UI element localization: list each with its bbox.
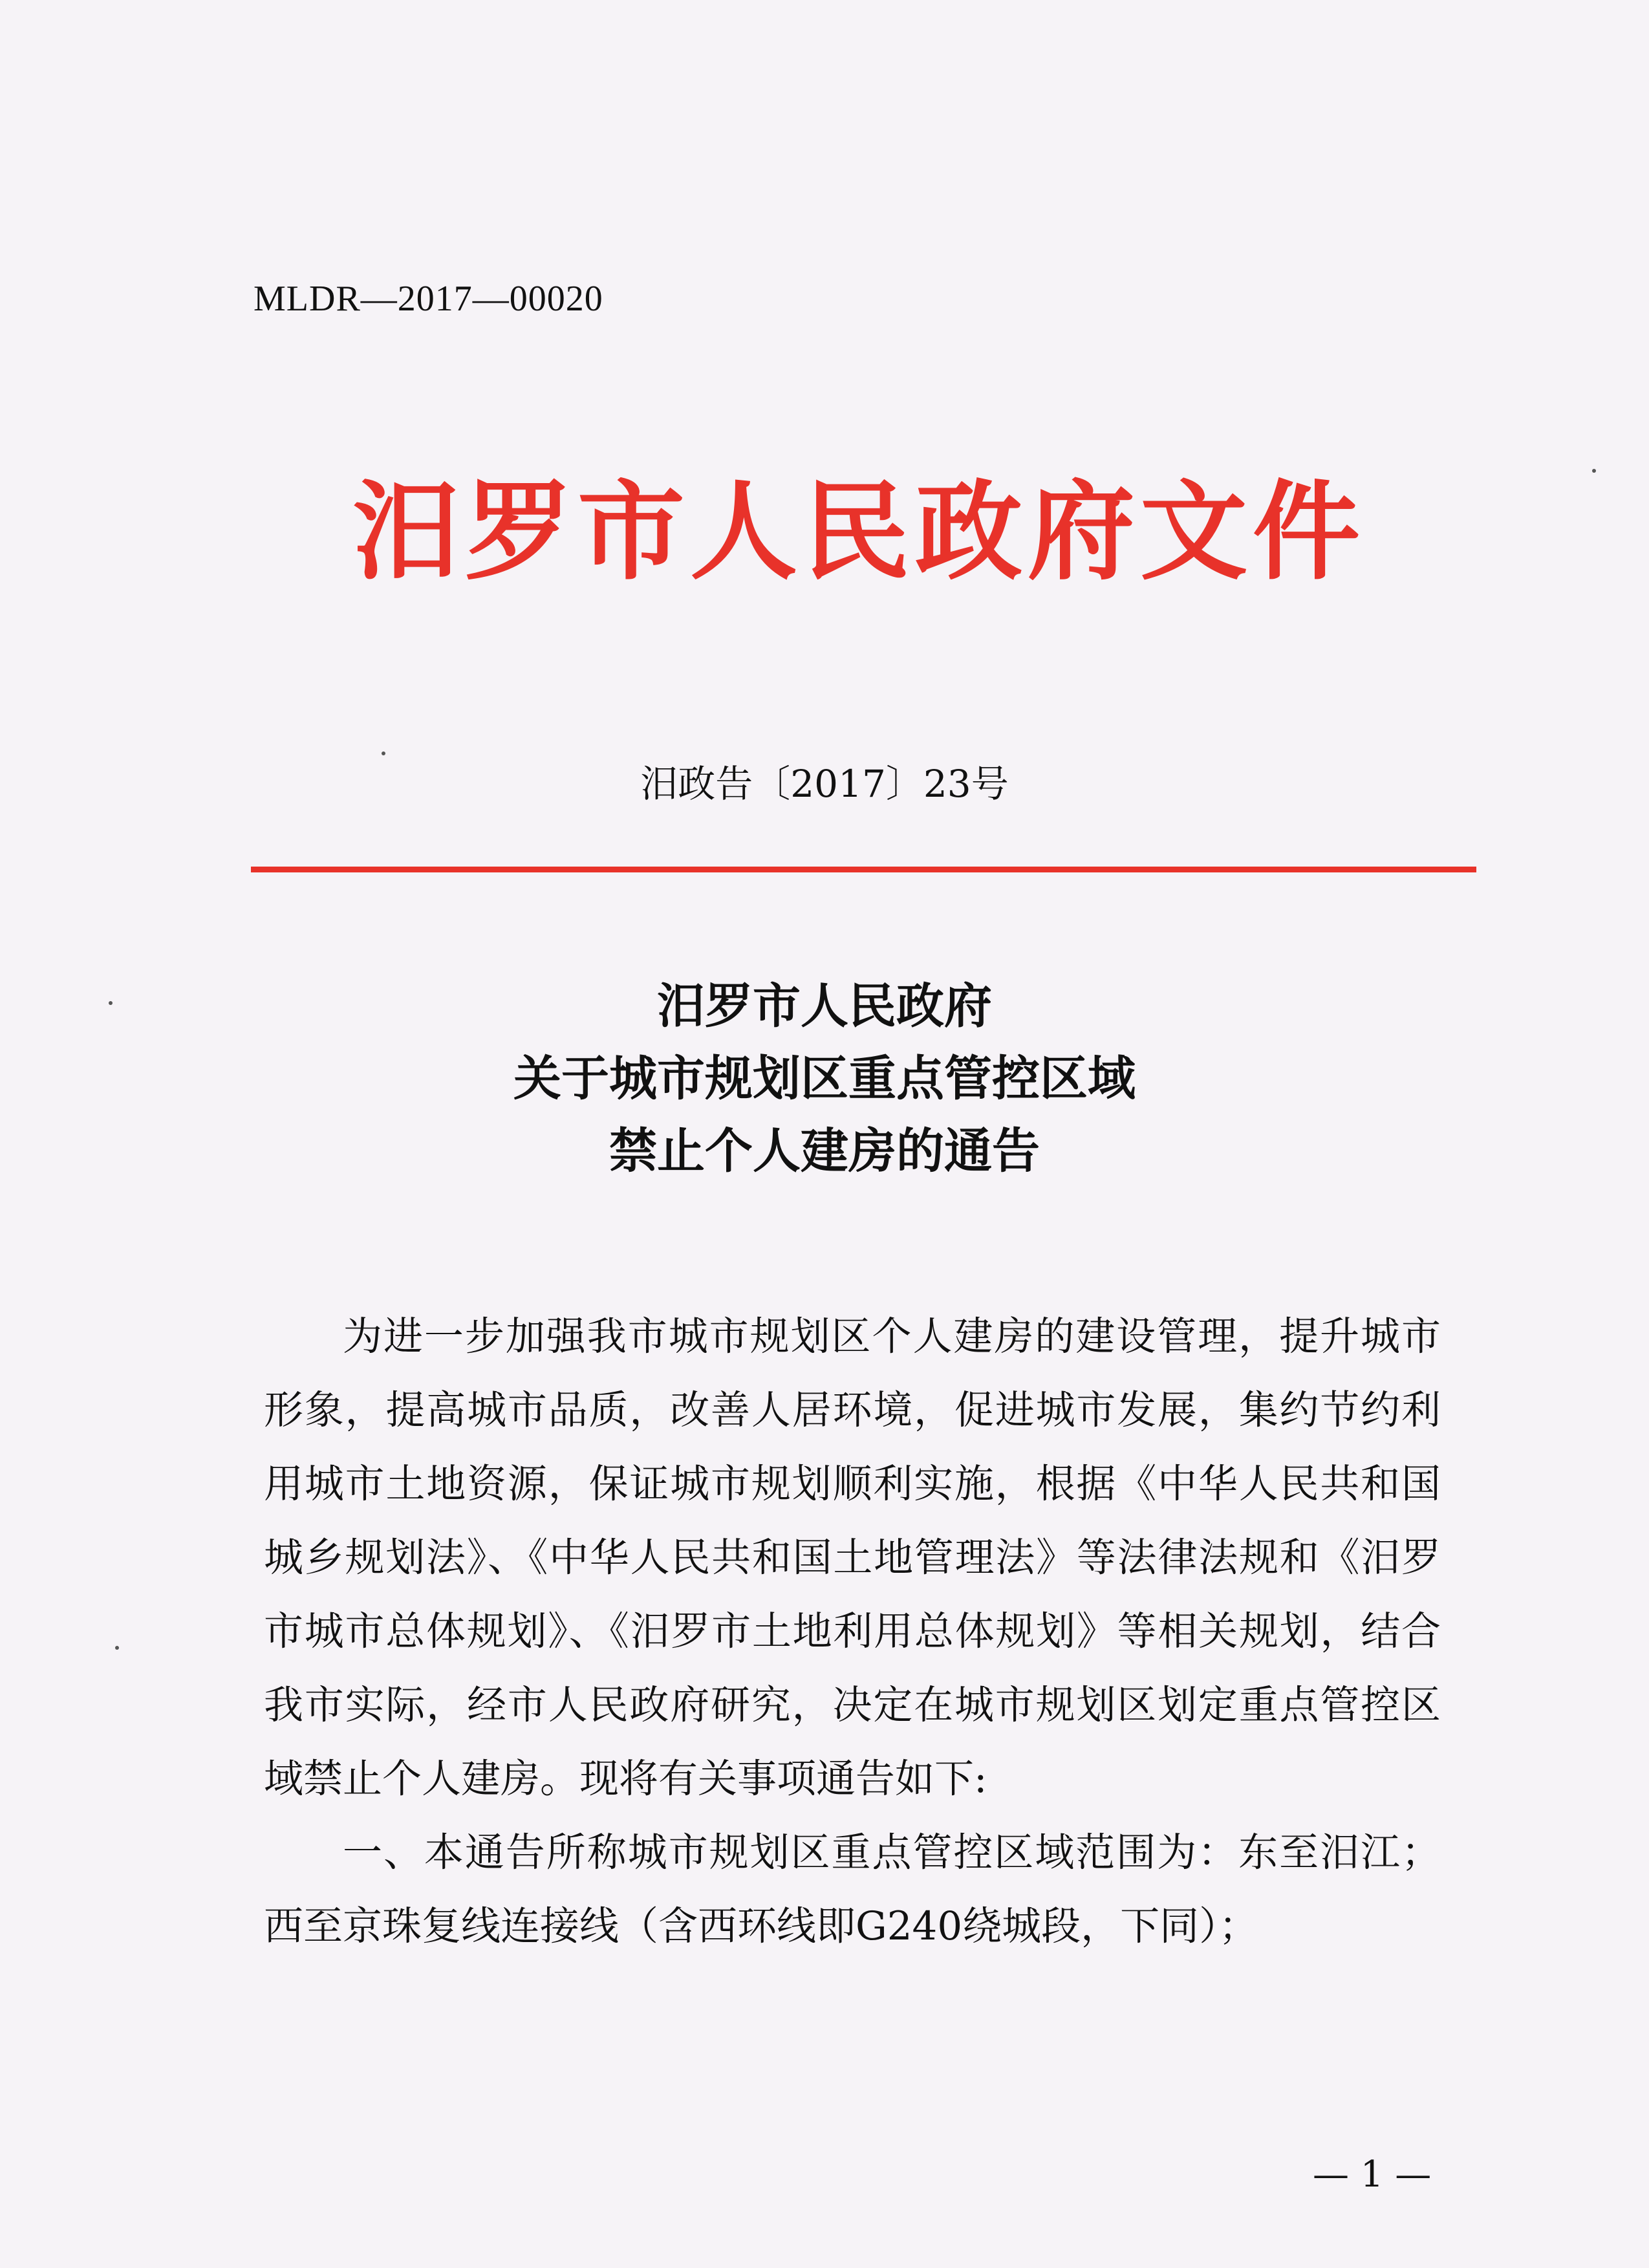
title-line: 禁止个人建房的通告 [609,1123,1040,1179]
document-code: MLDR—2017—00020 [253,279,603,319]
body-paragraph: 一、本通告所称城市规划区重点管控区域范围为：东至汨江；西至京珠复线连接线（含西环线即G240绕城段，下同）； [264,1830,1441,1949]
page-number: — 1 — [1313,2154,1432,2196]
issuer-header-title: 汨罗市人民政府文件 [352,469,1365,595]
scan-speck [109,1001,113,1005]
document-number: 汨政告〔2017〕23号 [640,762,1009,806]
scan-speck [382,751,385,755]
scan-speck [1592,469,1596,473]
title-line: 汨罗市人民政府 [657,978,992,1034]
title-line: 关于城市规划区重点管控区域 [513,1051,1136,1107]
scan-speck [115,1646,119,1650]
body-paragraph: 为进一步加强我市城市规划区个人建房的建设管理，提升城市形象，提高城市品质，改善人居环境，促进城市发展，集约节约利用城市土地资源，保证城市规划顺利实施，根据《中华人民共和国城乡规划法》、《中华人民共和国土地管理法》等法律法规和《汨罗市城市总体规划》、《汨罗市土地利用总体规划》等相关规划，结合我市实际，经市人民政府研究，决定在城市规划区划定重点管控区域禁止个人建房。现将有关事项通告如下: [264,1313,1441,1802]
red-separator-line [251,867,1476,872]
notice-body [264,1300,1441,1963]
notice-title [0,970,1649,1187]
